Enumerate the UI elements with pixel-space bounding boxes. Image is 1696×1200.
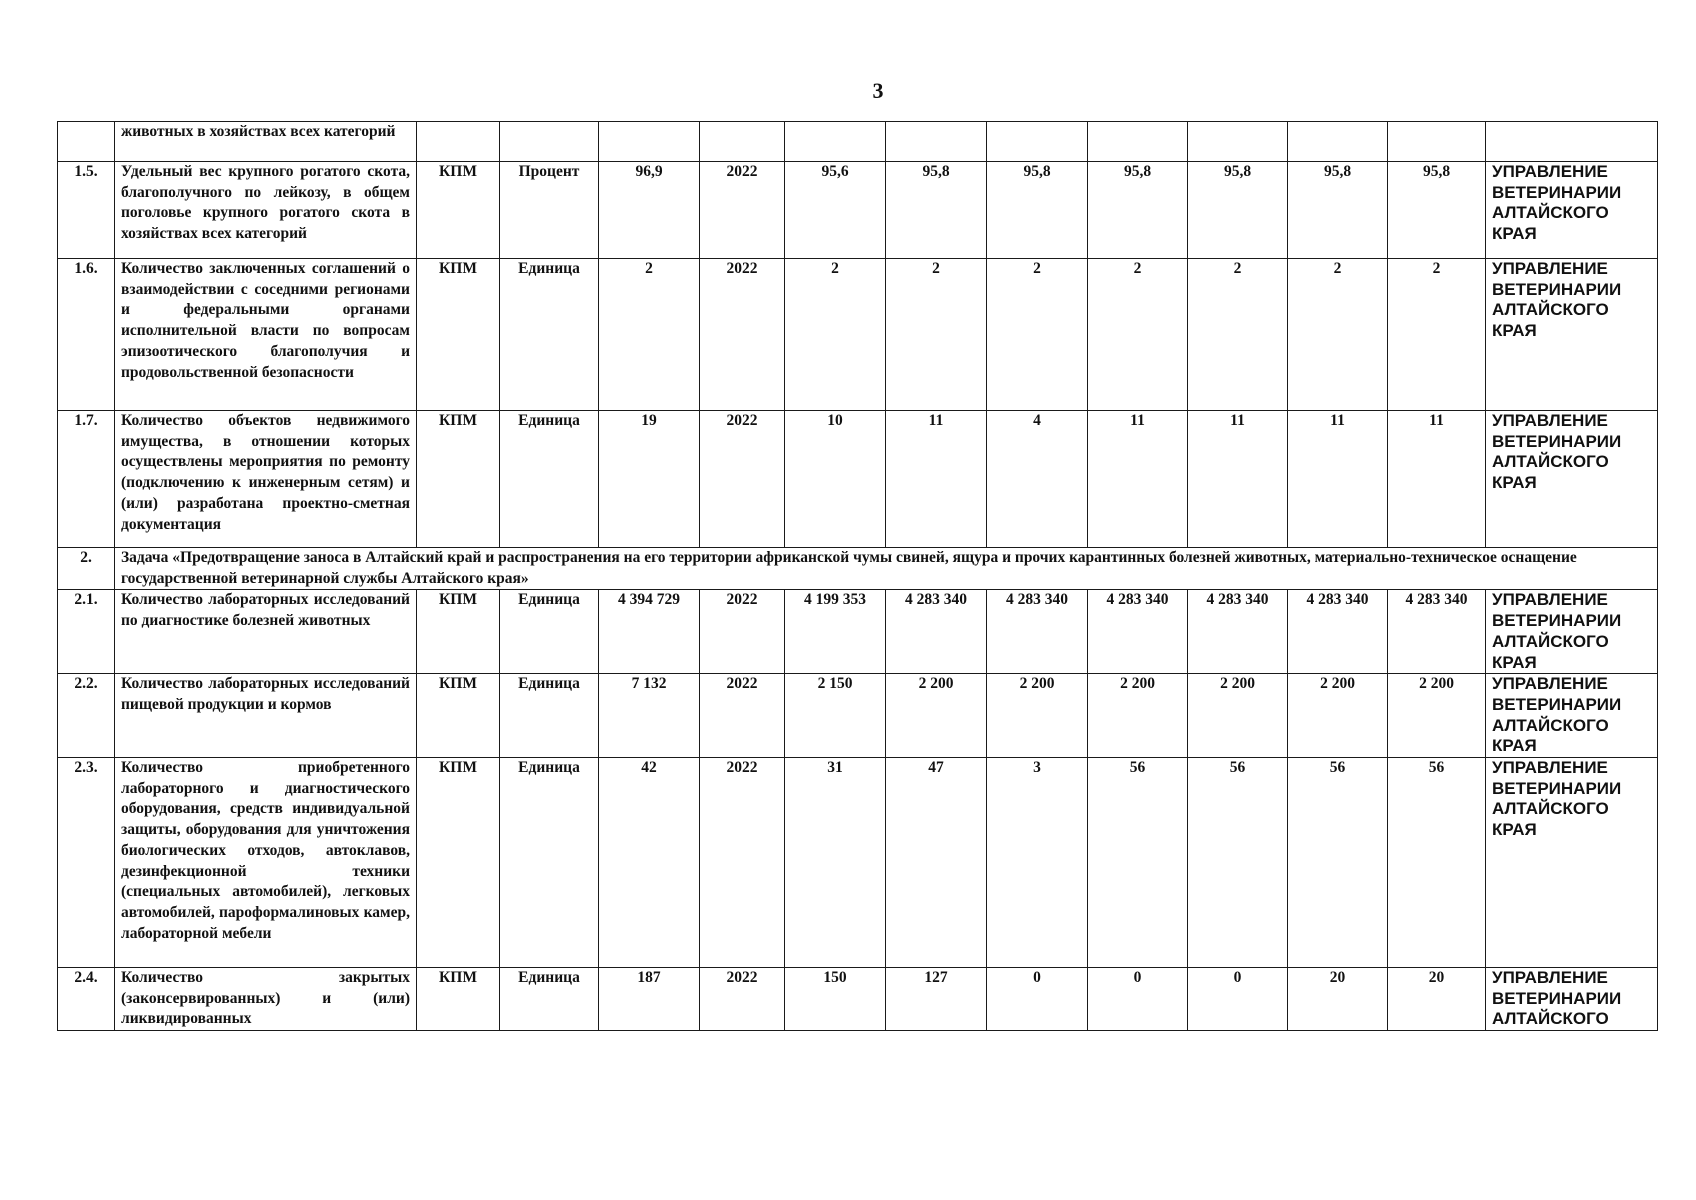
value-year-7: 95,8 <box>1388 162 1486 259</box>
responsible-line: КРАЯ <box>1492 224 1537 244</box>
value-year-7: 20 <box>1388 968 1486 1031</box>
indicators-table <box>57 121 1658 1031</box>
responsible-line: УПРАВЛЕНИЕ <box>1492 674 1608 694</box>
indicator-type: КПМ <box>417 162 500 259</box>
responsible-line: КРАЯ <box>1492 321 1537 341</box>
indicator-name: животных в хозяйствах всех категорий <box>115 122 417 162</box>
row-number: 2. <box>58 548 115 590</box>
value-year-7: 4 283 340 <box>1388 590 1486 674</box>
responsible-line: АЛТАЙСКОГО <box>1492 1009 1609 1029</box>
responsible-line: КРАЯ <box>1492 473 1537 493</box>
base-year: 2022 <box>700 968 785 1031</box>
value-year-4 <box>1088 122 1188 162</box>
value-year-1: 2 150 <box>785 674 886 758</box>
value-year-2: 95,8 <box>886 162 987 259</box>
responsible-line: ВЕТЕРИНАРИИ <box>1492 611 1622 631</box>
value-year-4: 2 <box>1088 259 1188 411</box>
value-year-1: 4 199 353 <box>785 590 886 674</box>
unit-of-measure: Единица <box>500 590 599 674</box>
base-value: 2 <box>599 259 700 411</box>
row-number: 2.1. <box>58 590 115 674</box>
table-row <box>58 411 1658 548</box>
responsible-line: УПРАВЛЕНИЕ <box>1492 162 1608 181</box>
base-value: 7 132 <box>599 674 700 758</box>
row-number: 2.2. <box>58 674 115 758</box>
value-year-7: 2 200 <box>1388 674 1486 758</box>
indicator-name: Количество закрытых (законсервированных) и (или) ликвидированных <box>115 968 417 1031</box>
unit-of-measure: Единица <box>500 968 599 1031</box>
responsible-body <box>1486 758 1658 968</box>
responsible-line: ВЕТЕРИНАРИИ <box>1492 778 1622 798</box>
responsible-line: КРАЯ <box>1492 820 1537 840</box>
value-year-5 <box>1188 122 1288 162</box>
unit-of-measure: Единица <box>500 674 599 758</box>
indicator-type: КПМ <box>417 259 500 411</box>
value-year-7: 56 <box>1388 758 1486 968</box>
row-number: 1.6. <box>58 259 115 411</box>
table-row <box>58 758 1658 968</box>
responsible-body <box>1486 968 1658 1031</box>
indicator-name: Количество лабораторных исследований по диагностике болезней животных <box>115 590 417 674</box>
value-year-6: 2 <box>1288 259 1388 411</box>
row-number: 2.4. <box>58 968 115 1031</box>
responsible-body <box>1486 674 1658 758</box>
unit-of-measure: Единица <box>500 411 599 548</box>
value-year-1 <box>785 122 886 162</box>
indicator-type <box>417 122 500 162</box>
table-row <box>58 122 1658 162</box>
value-year-1: 95,6 <box>785 162 886 259</box>
indicator-type: КПМ <box>417 758 500 968</box>
value-year-7 <box>1388 122 1486 162</box>
value-year-7: 11 <box>1388 411 1486 548</box>
responsible-line: АЛТАЙСКОГО <box>1492 631 1609 651</box>
base-value: 42 <box>599 758 700 968</box>
unit-of-measure: Процент <box>500 162 599 259</box>
responsible-line: УПРАВЛЕНИЕ <box>1492 259 1608 278</box>
value-year-2: 2 200 <box>886 674 987 758</box>
value-year-3 <box>987 122 1088 162</box>
table-row <box>58 162 1658 259</box>
base-year: 2022 <box>700 758 785 968</box>
responsible-line: АЛТАЙСКОГО <box>1492 452 1609 472</box>
value-year-6 <box>1288 122 1388 162</box>
base-value: 19 <box>599 411 700 548</box>
responsible-line: УПРАВЛЕНИЕ <box>1492 758 1608 778</box>
base-value: 96,9 <box>599 162 700 259</box>
value-year-4: 95,8 <box>1088 162 1188 259</box>
value-year-2: 127 <box>886 968 987 1031</box>
value-year-2: 47 <box>886 758 987 968</box>
value-year-7: 2 <box>1388 259 1486 411</box>
value-year-3: 4 283 340 <box>987 590 1088 674</box>
indicator-name: Количество приобретенного лабораторного и диагностического оборудования, средств индивидуальной защиты, оборудования для уничтожения биологических отходов, автоклавов, дезинфекционной техники (специальных автомобилей), легковых автомобилей, пароформалиновых камер, лабораторной мебели <box>115 758 417 968</box>
responsible-line: ВЕТЕРИНАРИИ <box>1492 182 1622 202</box>
value-year-5: 2 <box>1188 259 1288 411</box>
responsible-body <box>1486 259 1658 411</box>
table-row <box>58 590 1658 674</box>
indicator-type: КПМ <box>417 590 500 674</box>
responsible-line: УПРАВЛЕНИЕ <box>1492 411 1608 430</box>
value-year-5: 0 <box>1188 968 1288 1031</box>
value-year-5: 2 200 <box>1188 674 1288 758</box>
value-year-5: 95,8 <box>1188 162 1288 259</box>
base-value: 187 <box>599 968 700 1031</box>
unit-of-measure <box>500 122 599 162</box>
base-value <box>599 122 700 162</box>
responsible-body <box>1486 590 1658 674</box>
responsible-line: КРАЯ <box>1492 652 1537 672</box>
base-year: 2022 <box>700 590 785 674</box>
row-number: 1.5. <box>58 162 115 259</box>
value-year-6: 20 <box>1288 968 1388 1031</box>
table-row <box>58 968 1658 1031</box>
responsible-line: ВЕТЕРИНАРИИ <box>1492 694 1622 714</box>
base-year: 2022 <box>700 411 785 548</box>
value-year-1: 2 <box>785 259 886 411</box>
responsible-line: АЛТАЙСКОГО <box>1492 203 1609 223</box>
responsible-body <box>1486 411 1658 548</box>
base-value: 4 394 729 <box>599 590 700 674</box>
value-year-5: 11 <box>1188 411 1288 548</box>
value-year-3: 2 200 <box>987 674 1088 758</box>
responsible-line: ВЕТЕРИНАРИИ <box>1492 431 1622 451</box>
value-year-6: 11 <box>1288 411 1388 548</box>
responsible-line: АЛТАЙСКОГО <box>1492 300 1609 320</box>
value-year-3: 0 <box>987 968 1088 1031</box>
responsible-line: АЛТАЙСКОГО <box>1492 799 1609 819</box>
table-row <box>58 259 1658 411</box>
responsible-body <box>1486 122 1658 162</box>
indicator-type: КПМ <box>417 411 500 548</box>
indicator-name: Количество заключенных соглашений о взаимодействии с соседними регионами и федеральными органами исполнительной власти по вопросам эпизоотического благополучия и продовольственной безопасности <box>115 259 417 411</box>
base-year <box>700 122 785 162</box>
value-year-5: 4 283 340 <box>1188 590 1288 674</box>
responsible-line: КРАЯ <box>1492 736 1537 756</box>
unit-of-measure: Единица <box>500 758 599 968</box>
indicator-type: КПМ <box>417 968 500 1031</box>
task-description: Задача «Предотвращение заноса в Алтайский край и распространения на его территории африканской чумы свиней, ящура и прочих карантинных болезней животных, материально-техническое оснащение государственной ветеринарной службы Алтайского края» <box>115 548 1658 590</box>
value-year-6: 95,8 <box>1288 162 1388 259</box>
value-year-4: 56 <box>1088 758 1188 968</box>
table-row <box>58 674 1658 758</box>
indicator-name: Количество объектов недвижимого имущества, в отношении которых осуществлены мероприятия по ремонту (подключению к инженерным сетям) и (или) разработана проектно-сметная документация <box>115 411 417 548</box>
value-year-4: 4 283 340 <box>1088 590 1188 674</box>
base-year: 2022 <box>700 674 785 758</box>
responsible-line: УПРАВЛЕНИЕ <box>1492 968 1608 988</box>
task-row <box>58 548 1658 590</box>
value-year-5: 56 <box>1188 758 1288 968</box>
value-year-3: 2 <box>987 259 1088 411</box>
row-number: 2.3. <box>58 758 115 968</box>
value-year-1: 31 <box>785 758 886 968</box>
value-year-6: 2 200 <box>1288 674 1388 758</box>
value-year-3: 95,8 <box>987 162 1088 259</box>
value-year-2: 4 283 340 <box>886 590 987 674</box>
responsible-body <box>1486 162 1658 259</box>
row-number: 1.7. <box>58 411 115 548</box>
value-year-6: 56 <box>1288 758 1388 968</box>
value-year-2 <box>886 122 987 162</box>
base-year: 2022 <box>700 259 785 411</box>
indicator-type: КПМ <box>417 674 500 758</box>
value-year-4: 2 200 <box>1088 674 1188 758</box>
page-number: 3 <box>872 78 884 103</box>
value-year-3: 4 <box>987 411 1088 548</box>
value-year-1: 10 <box>785 411 886 548</box>
table-body <box>58 122 1658 1031</box>
value-year-4: 0 <box>1088 968 1188 1031</box>
base-year: 2022 <box>700 162 785 259</box>
unit-of-measure: Единица <box>500 259 599 411</box>
responsible-line: АЛТАЙСКОГО <box>1492 715 1609 735</box>
row-number <box>58 122 115 162</box>
value-year-1: 150 <box>785 968 886 1031</box>
indicator-name: Удельный вес крупного рогатого скота, благополучного по лейкозу, в общем поголовье крупного рогатого скота в хозяйствах всех категорий <box>115 162 417 259</box>
responsible-line: ВЕТЕРИНАРИИ <box>1492 279 1622 299</box>
value-year-2: 11 <box>886 411 987 548</box>
indicator-name: Количество лабораторных исследований пищевой продукции и кормов <box>115 674 417 758</box>
responsible-line: УПРАВЛЕНИЕ <box>1492 590 1608 610</box>
responsible-line: ВЕТЕРИНАРИИ <box>1492 988 1622 1008</box>
value-year-3: 3 <box>987 758 1088 968</box>
value-year-6: 4 283 340 <box>1288 590 1388 674</box>
value-year-4: 11 <box>1088 411 1188 548</box>
value-year-2: 2 <box>886 259 987 411</box>
